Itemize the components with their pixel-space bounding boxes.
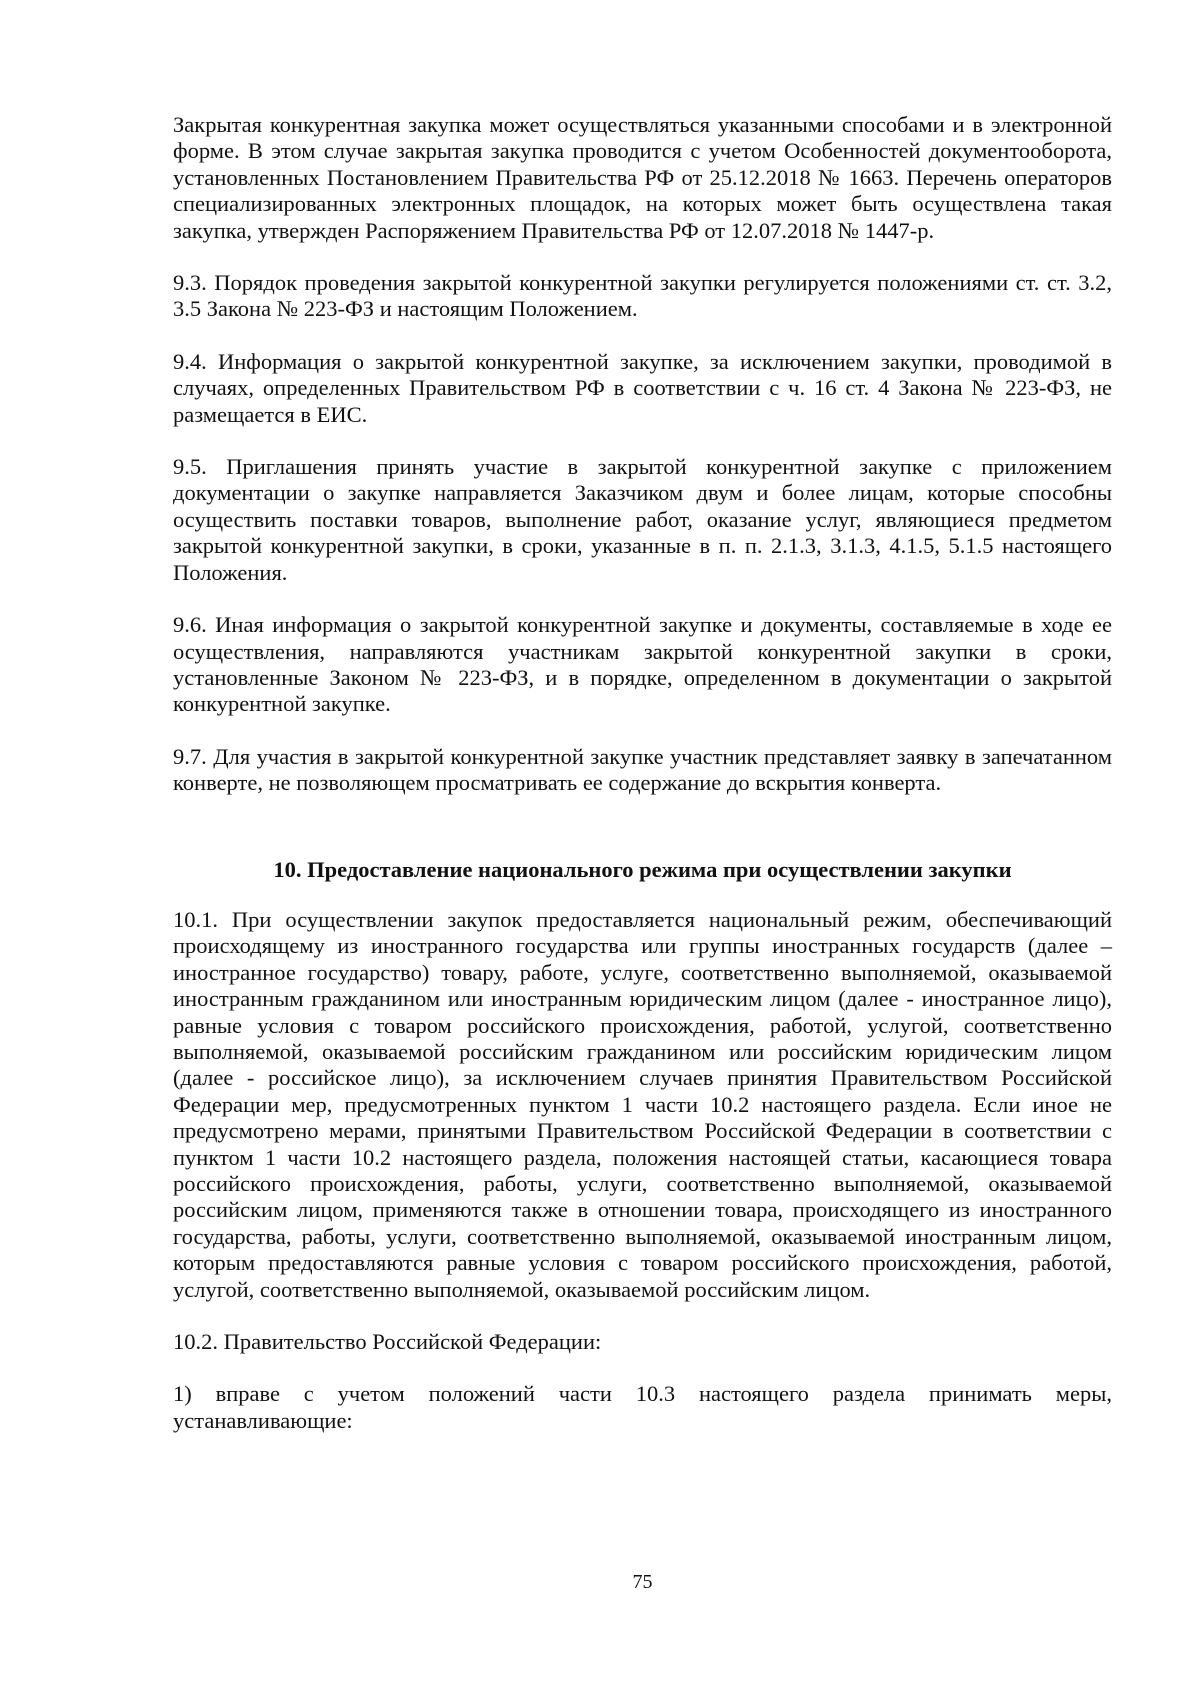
paragraph-closed-procurement-electronic: Закрытая конкурентная закупка может осуществляться указанными способами и в электронной форме. В этом случае закрытая закупка проводится с учетом Особенностей документооборота, установленных Постановлением Правительства РФ от 25.12.2018 № 1663. Перечень операторов специализированных электронных площадок, на которых может быть осуществлена такая закупка, утвержден Распоряжением Правительства РФ от 12.07.2018 № 1447-р. <box>173 112 1112 243</box>
paragraph-9-5: 9.5. Приглашения принять участие в закрытой конкурентной закупке с приложением документации о закупке направляется Заказчиком двум и более лицам, которые способны осуществить поставки товаров, выполнение работ, оказание услуг, являющиеся предметом закрытой конкурентной закупки, в сроки, указанные в п. п. 2.1.3, 3.1.3, 4.1.5, 5.1.5 настоящего Положения. <box>173 454 1112 585</box>
paragraph-10-2-item-1: 1) вправе с учетом положений части 10.3 настоящего раздела принимать меры, устанавливающие: <box>173 1381 1112 1433</box>
paragraph-10-2: 10.2. Правительство Российской Федерации: <box>173 1329 602 1355</box>
paragraph-9-4: 9.4. Информация о закрытой конкурентной закупке, за исключением закупки, проводимой в случаях, определенных Правительством РФ в соответствии с ч. 16 ст. 4 Закона № 223-ФЗ, не размещается в ЕИС. <box>173 348 1112 427</box>
paragraph-9-3: 9.3. Порядок проведения закрытой конкурентной закупки регулируется положениями ст. ст. 3.2, 3.5 Закона № 223-ФЗ и настоящим Положением. <box>173 270 1112 322</box>
paragraph-9-6: 9.6. Иная информация о закрытой конкурентной закупке и документы, составляемые в ходе ее осуществления, направляются участникам закрытой конкурентной закупки в сроки, установленные Законом № 223-ФЗ, и в порядке, определенном в документации о закрытой конкурентной закупке. <box>173 612 1112 717</box>
page-number: 75 <box>632 1571 653 1593</box>
paragraph-10-1: 10.1. При осуществлении закупок предоставляется национальный режим, обеспечивающий происходящему из иностранного государства или группы иностранных государств (далее – иностранное государство) товару, работе, услуге, соответственно выполняемой, оказываемой иностранным гражданином или иностранным юридическим лицом (далее - иностранное лицо), равные условия с товаром российского происхождения, работой, услугой, соответственно выполняемой, оказываемой российским гражданином или российским юридическим лицом (далее - российское лицо), за исключением случаев принятия Правительством Российской Федерации мер, предусмотренных пунктом 1 части 10.2 настоящего раздела. Если иное не предусмотрено мерами, принятыми Правительством Российской Федерации в соответствии с пунктом 1 части 10.2 настоящего раздела, положения настоящей статьи, касающиеся товара российского происхождения, работы, услуги, соответственно выполняемой, оказываемой российским лицом, применяются также в отношении товара, происходящего из иностранного государства, работы, услуги, соответственно выполняемой, оказываемой иностранным лицом, которым предоставляются равные условия с товаром российского происхождения, работой, услугой, соответственно выполняемой, оказываемой российским лицом. <box>173 906 1112 1302</box>
paragraph-9-7: 9.7. Для участия в закрытой конкурентной закупке участник представляет заявку в запечатанном конверте, не позволяющем просматривать ее содержание до вскрытия конверта. <box>173 743 1112 796</box>
document-page <box>173 112 1112 1434</box>
section-heading: 10. Предоставление национального режима при осуществлении закупки <box>273 856 1012 882</box>
